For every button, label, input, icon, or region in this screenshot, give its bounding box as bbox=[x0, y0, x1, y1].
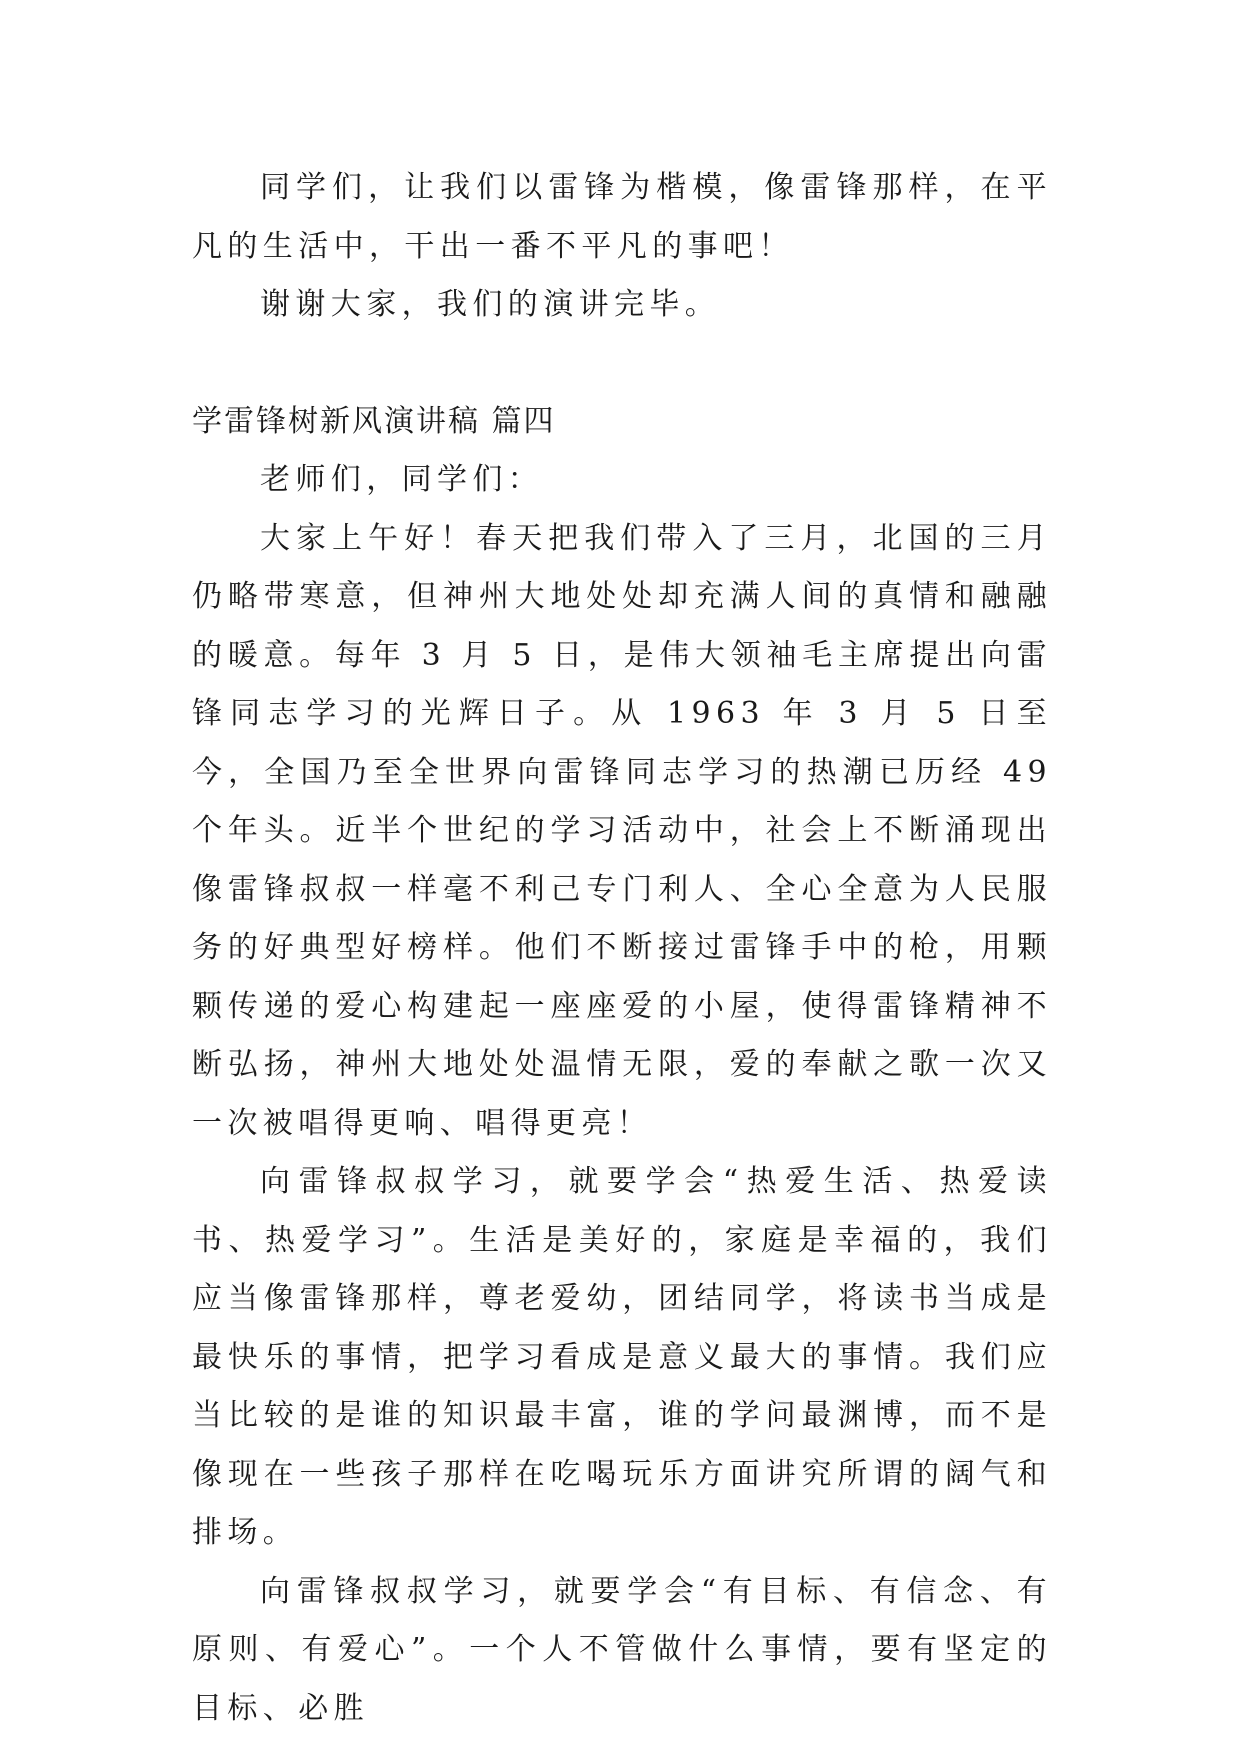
thanks-paragraph: 谢谢大家，我们的演讲完毕。 bbox=[260, 287, 721, 322]
closing-paragraph: 同学们，让我们以雷锋为楷模，像雷锋那样，在平凡的生活中，干出一番不平凡的事吧！ bbox=[192, 170, 1052, 264]
document-body bbox=[192, 159, 1052, 1738]
salutation-paragraph: 老师们，同学们： bbox=[260, 462, 544, 497]
body-paragraph: 向雷锋叔叔学习，就要学会“有目标、有信念、有原则、有爱心”。一个人不管做什么事情，要有坚定的目标、必胜 bbox=[192, 1573, 1052, 1726]
section-spacer bbox=[192, 335, 1052, 393]
section-heading: 学雷锋树新风演讲稿 篇四 bbox=[192, 403, 556, 439]
body-paragraph: 大家上午好！春天把我们带入了三月，北国的三月仍略带寒意，但神州大地处处却充满人间的真情和融融的暖意。每年 3 月 5 日，是伟大领袖毛主席提出向雷锋同志学习的光辉日子。从 1963 年 3 月 5 日至今，全国乃至全世界向雷锋同志学习的热潮已历经 49 个年头。近半个世纪的学习活动中，社会上不断涌现出像雷锋叔叔一样毫不利己专门利人、全心全意为人民服务的好典型好榜样。他们不断接过雷锋手中的枪，用颗颗传递的爱心构建起一座座爱的小屋，使得雷锋精神不断弘扬，神州大地处处温情无限，爱的奉献之歌一次又一次被唱得更响、唱得更亮！ bbox=[192, 520, 1052, 1141]
body-paragraph: 向雷锋叔叔学习，就要学会“热爱生活、热爱读书、热爱学习”。生活是美好的，家庭是幸福的，我们应当像雷锋那样，尊老爱幼，团结同学，将读书当成是最快乐的事情，把学习看成是意义最大的事情。我们应当比较的是谁的知识最丰富，谁的学问最渊博，而不是像现在一些孩子那样在吃喝玩乐方面讲究所谓的阔气和排场。 bbox=[192, 1164, 1052, 1550]
